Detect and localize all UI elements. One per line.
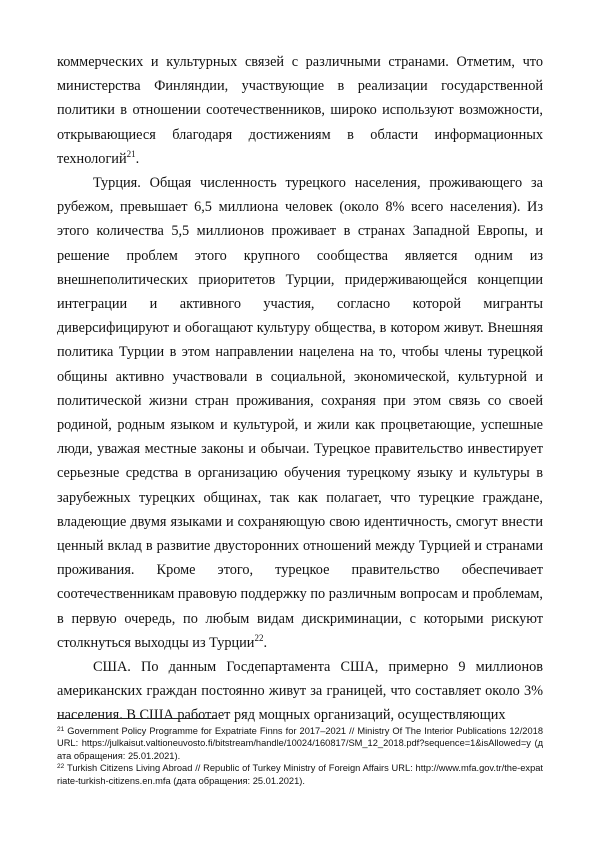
footnote-ref-21[interactable]: 21: [126, 148, 136, 159]
footnote-text: Turkish Citizens Living Abroad // Republic of Turkey Ministry of Foreign Affairs URL: http://www.mfa.gov.tr/the-expatriate-turkish-citizens.en.mfa (дата обращения: 25.01.2021).: [57, 763, 543, 786]
body-text: [57, 50, 543, 728]
paragraph-end-punct: .: [263, 634, 268, 651]
footnote-22: [57, 762, 543, 787]
paragraph-text: Турция. Общая численность турецкого населения, проживающего за рубежом, превышает 6,5 миллиона человек (около 8% всего населения). Из этого количества 5,5 миллионов проживает в странах Западной Европы, и решение проблем этого крупного сообщества является одним из внешнеполитических приоритетов Турции, придерживающейся концепции интеграции и активного участия, согласно которой мигранты диверсифицируют и обогащают культуру общества, в котором живут. Внешняя политика Турции в этом направлении нацелена на то, чтобы члены турецкой общины активно участвовали в социальной, экономической, культурной и политической жизни стран проживания, сохраняя при этом связь со своей родиной, родным языком и культурой, и жили как процветающие, успешные люди, уважая местные законы и обычаи. Турецкое правительство инвестирует серьезные средства в организацию обучения турецкому языку и культуры в зарубежных турецких общинах, так как полагает, что турецкие граждане, владеющие двумя языками и сохраняющую свою идентичность, смогут внести ценный вклад в развитие двусторонних отношений между Турцией и странами проживания. Кроме этого, турецкое правительство обеспечивает соотечественникам правовую поддержку по различным вопросам и проблемам, в первую очередь, по любым видам дискриминации, с которыми рискуют столкнуться выходцы из Турции: [57, 175, 543, 651]
footnote-ref-22[interactable]: 22: [254, 632, 264, 643]
footnote-number: 22: [57, 763, 65, 771]
footnote-21: [57, 725, 543, 762]
paragraph-end-punct: .: [135, 150, 140, 167]
footnote-separator: [57, 718, 217, 719]
footnotes-section: [57, 718, 543, 787]
paragraph-finland-continued: [57, 50, 543, 171]
paragraph-text: коммерческих и культурных связей с различными странами. Отметим, что министерства Финляндии, участвующие в реализации государственной политики в отношении соотечественников, широко используют возможности, открывающиеся благодаря достижениям в области информационных технологий: [57, 54, 543, 167]
footnote-number: 21: [57, 726, 65, 733]
paragraph-text: США. По данным Госдепартамента США, примерно 9 миллионов американских граждан постоянно живут за границей, что составляет около 3% населения. В США работает ряд мощных организаций, осуществляющих: [57, 659, 543, 724]
paragraph-usa: [57, 655, 543, 728]
footnote-text: Government Policy Programme for Expatriate Finns for 2017–2021 // Ministry Of The Interior Publications 12/2018 URL: https://julkaisut.valtioneuvosto.fi/bitstream/handle/10024/160817/SM_12_2018.pdf?sequence=1&isAllowed=y (дата обращения: 25.01.2021).: [57, 726, 543, 761]
paragraph-turkey: [57, 171, 543, 655]
